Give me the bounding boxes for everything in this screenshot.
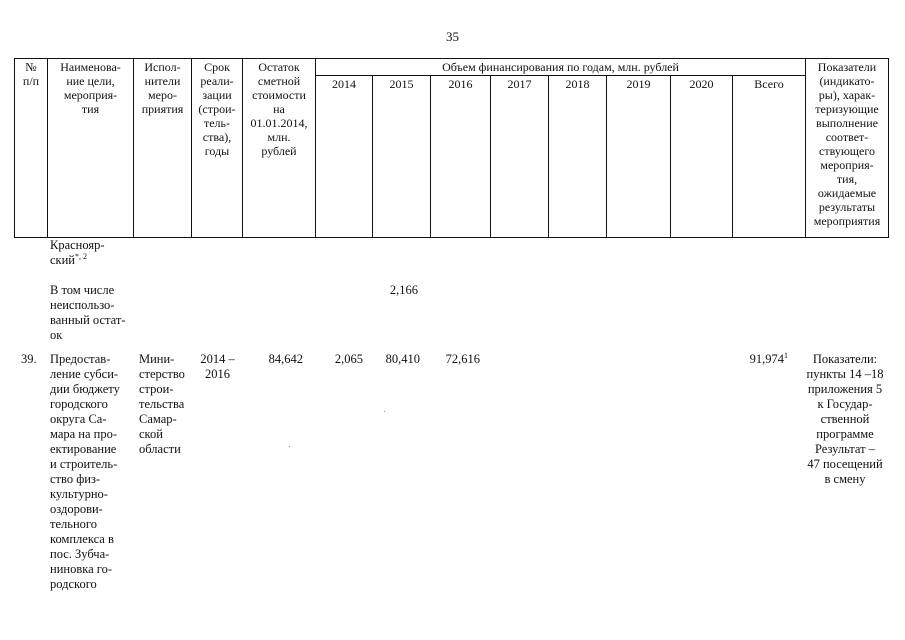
header-year: 2019	[607, 76, 671, 238]
item-number: 39.	[21, 352, 37, 366]
page-number: 35	[446, 29, 459, 44]
header-year: 2018	[549, 76, 607, 238]
header-year: 2020	[671, 76, 733, 238]
footnote-mark: *, 2	[75, 251, 87, 261]
unused-balance-label: В том числе неиспользо- ванный остат- ок	[50, 283, 126, 342]
footnote-mark: 1	[784, 350, 788, 360]
item-2014: 2,065	[334, 352, 363, 366]
header-finance: Объем финансирования по годам, млн. рублей	[316, 59, 806, 76]
header-num: № п/п	[15, 59, 48, 238]
header-year: 2015	[373, 76, 431, 238]
item-executor: Мини- стерство строи- тельства Самар- ской области	[139, 352, 185, 456]
item-2016: 72,616	[445, 352, 480, 366]
item-rest: 84,642	[268, 352, 303, 366]
header-indicators: Показатели (индикато- ры), харак- теризующие выполнение соответ- ствующего мероприя- тия, ожидаемые результаты мероприятия	[806, 59, 889, 238]
header-name: Наименова- ние цели, мероприя- тия	[48, 59, 134, 238]
header-year: 2016	[431, 76, 491, 238]
header-table	[14, 58, 889, 238]
item-2015: 80,410	[385, 352, 420, 366]
header-year: 2017	[491, 76, 549, 238]
item-indicators: Показатели: пункты 14 –18 приложения 5 к Государ- ственной программе Результат – 47 посещений в смену	[806, 352, 884, 486]
continued-name: Краснояр- ский$^{*, 2}$	[50, 238, 105, 267]
unused-balance-2015: 2,166	[389, 283, 418, 297]
header-executor: Испол- нители меро- приятия	[134, 59, 192, 238]
header-year: 2014	[316, 76, 373, 238]
header-rest: Остаток сметной стоимости на 01.01.2014, млн. рублей	[243, 59, 316, 238]
header-term: Срок реали- зации (строи- тель- ства), годы	[192, 59, 243, 238]
header-total: Всего	[733, 76, 806, 238]
item-term: 2014 – 2016	[200, 352, 235, 381]
scan-speck	[384, 411, 385, 412]
item-total: 91,974$^1$	[749, 350, 788, 366]
scan-speck	[289, 446, 290, 447]
item-name: Предостав- ление субси- дии бюджету городского округа Са- мара на про- ектирование и строитель- ство физ- культурно- оздорови- тельного комплекса в пос. Зубча- ниновка го- родского	[50, 352, 120, 591]
